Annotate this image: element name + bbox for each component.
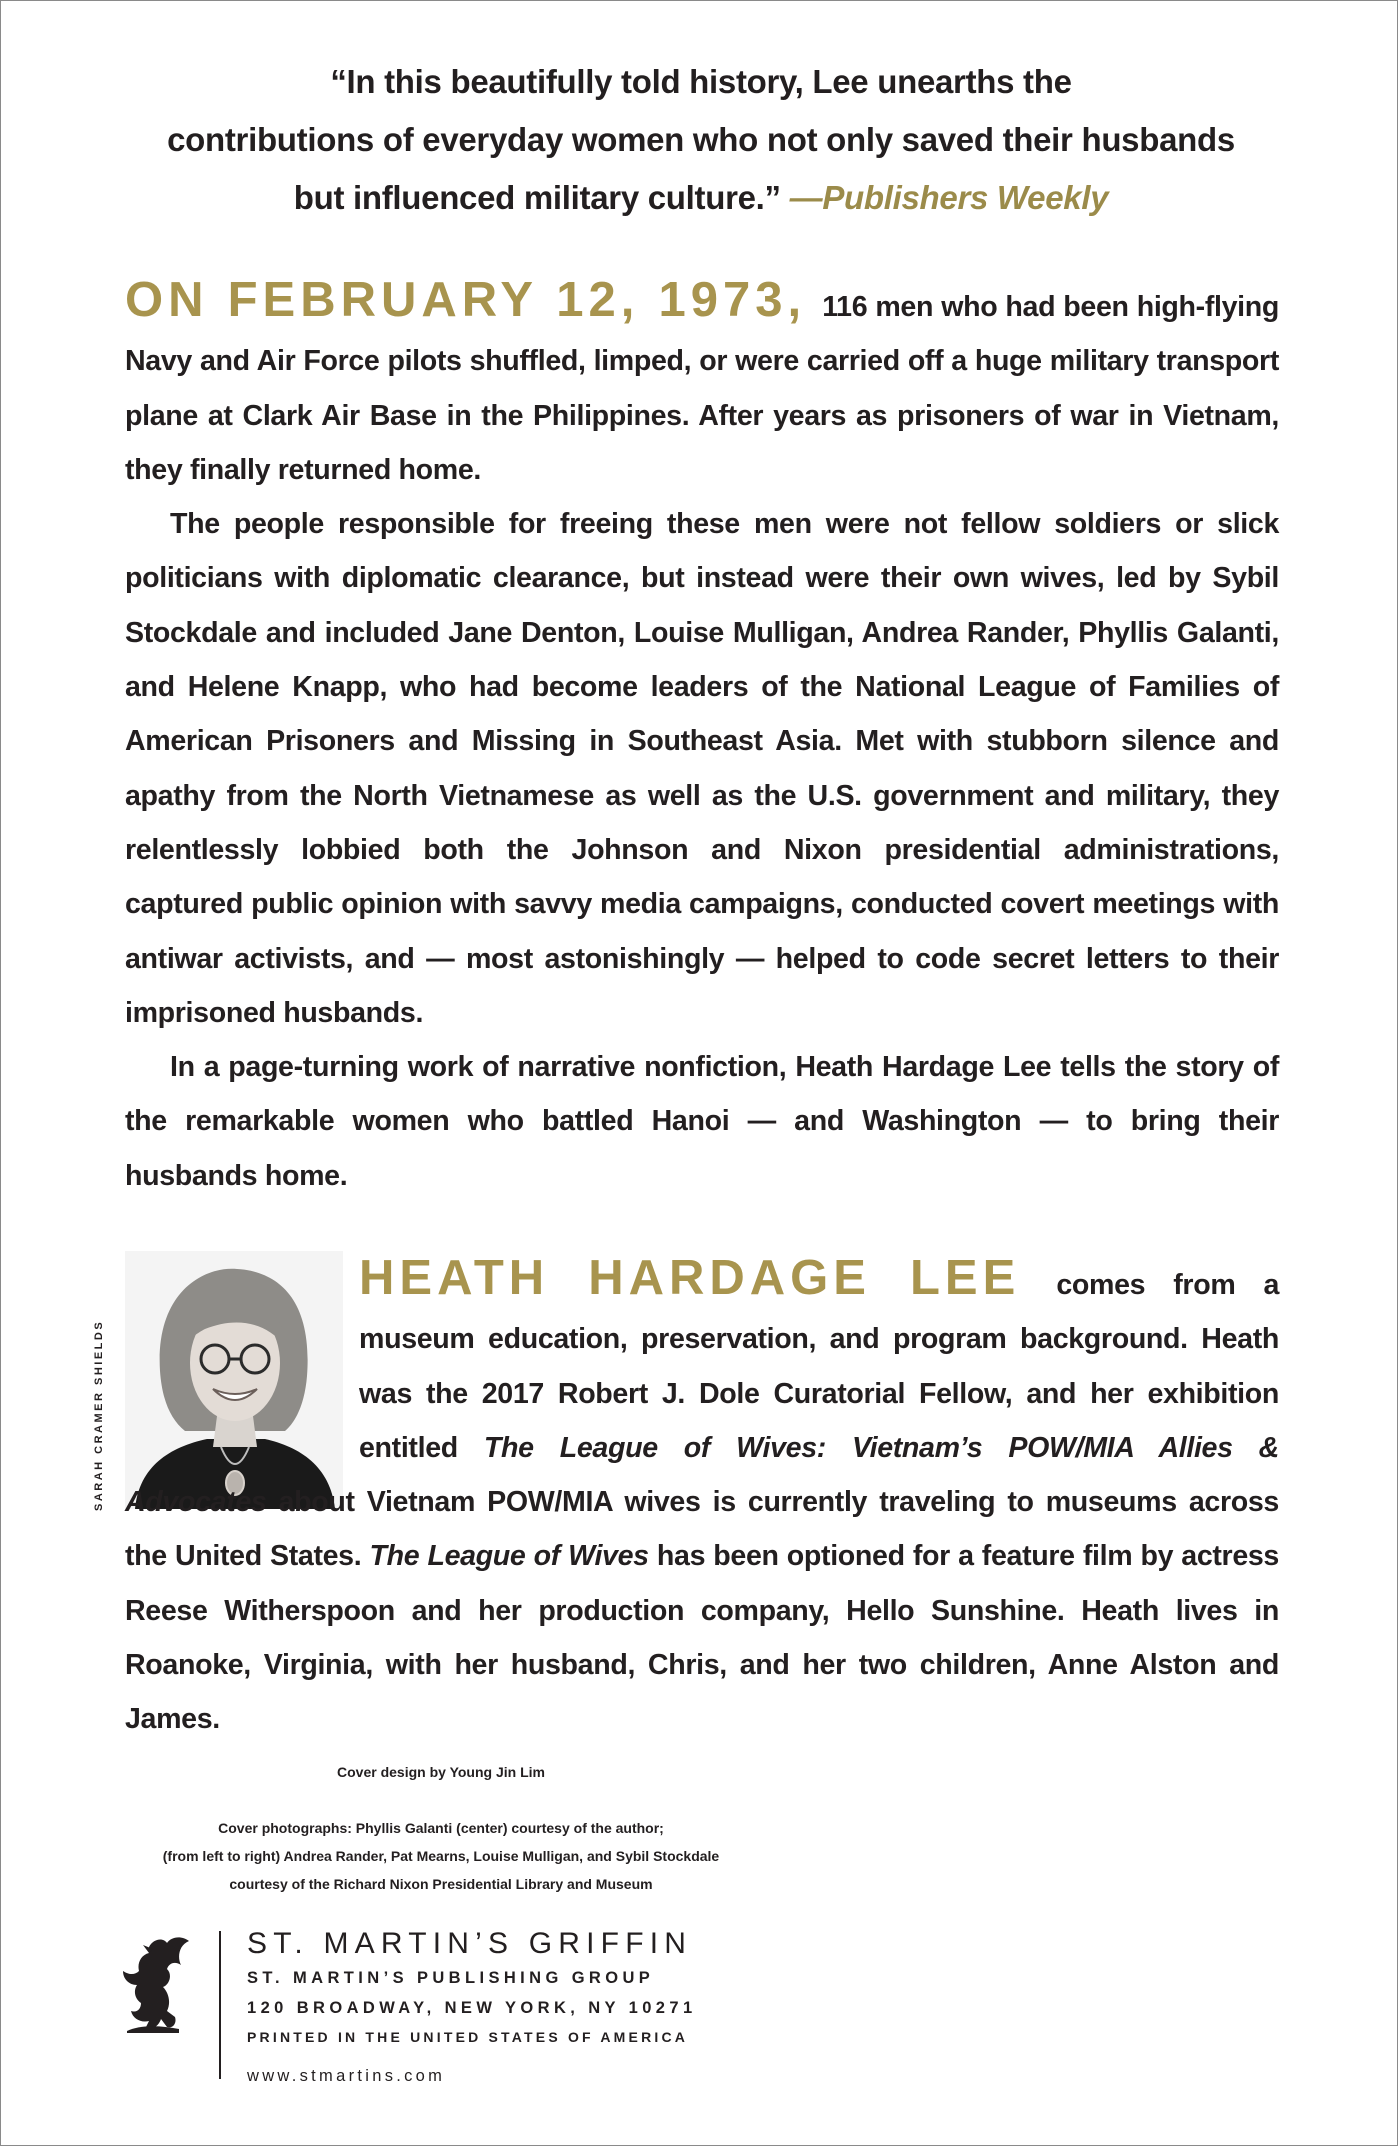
bio-text: has been optioned for a feature film by actress Reese Witherspoon and her production company, Hello Sunshine. Heath lives in Roanoke, Virginia, with her husband, Chris, and her two children, Anne Alston and James. [125, 1540, 1279, 1736]
synopsis-paragraph [125, 273, 1279, 497]
griffin-icon [119, 1935, 197, 2035]
credit-line: courtesy of the Richard Nixon Presidential Library and Museum [229, 1876, 653, 1892]
bio-text: comes from a museum education, preservation, and program background. Heath was the 2017 Robert J. Dole Curatorial Fellow, and her exhibition entitled [359, 1269, 1279, 1464]
quote-line: “In this beautifully told history, Lee unearths the [330, 63, 1072, 100]
exhibit-title: The League of Wives: Vietnam’s POW/MIA Allies & Advocates [125, 1431, 1279, 1519]
quote-line [121, 169, 1281, 227]
cover-photos-credit [151, 1814, 731, 1898]
credit-line: (from left to right) Andrea Rander, Pat Mearns, Louise Mulligan, and Sybil Stockdale [162, 1848, 720, 1864]
credit-line: Cover photographs: Phyllis Galanti (center) courtesy of the author; [218, 1820, 664, 1836]
publisher-divider [219, 1931, 221, 2079]
book-title: The League of Wives [369, 1540, 649, 1573]
synopsis-paragraph: In a page-turning work of narrative nonfiction, Heath Hardage Lee tells the story of the remarkable women who battled Hanoi — and Washington — to bring their husbands home. [125, 1051, 1279, 1192]
synopsis-text: 116 men who had been high-flying Navy and Air Force pilots shuffled, limped, or were carried off a huge military transport plane at Clark Air Base in the Philippines. After years as prisoners of war in Vietnam, they finally returned home. [125, 291, 1279, 486]
quote-line: contributions of everyday women who not only saved their husbands [167, 121, 1235, 158]
cover-design-credit: Cover design by Young Jin Lim [337, 1764, 545, 1780]
photo-credit: SARAH CRAMER SHIELDS [93, 1319, 105, 1511]
publisher-imprint: ST. MARTIN’S GRIFFIN [247, 1927, 693, 1960]
quote-source: —Publishers Weekly [789, 179, 1109, 216]
synopsis-lead: ON FEBRUARY 12, 1973, [125, 273, 807, 327]
publisher-url: www.stmartins.com [247, 2067, 446, 2085]
synopsis-paragraph: The people responsible for freeing these men were not fellow soldiers or slick politicians with diplomatic clearance, but instead were their own wives, led by Sybil Stockdale and included Jane Denton, Louise Mulligan, Andrea Rander, Phyllis Galanti, and Helene Knapp, who had become leaders of the National League of Families of American Prisoners and Missing in Southeast Asia. Met with stubborn silence and apathy from the North Vietnamese as well as the U.S. government and military, they relentlessly lobbied both the Johnson and Nixon presidential administrations, captured public opinion with savvy media campaigns, conducted covert meetings with antiwar activists, and — most astonishingly — helped to code secret letters to their imprisoned husbands. [125, 508, 1279, 1029]
author-bio [125, 1251, 1279, 1747]
review-quote [121, 53, 1281, 227]
bio-text: about Vietnam POW/MIA wives is currently traveling to museums across the United States. [125, 1486, 1279, 1573]
quote-line-text: but influenced military culture.” [293, 179, 781, 216]
synopsis [125, 273, 1279, 1203]
publisher-address: 120 BROADWAY, NEW YORK, NY 10271 [247, 1999, 697, 2017]
printed-in: PRINTED IN THE UNITED STATES OF AMERICA [247, 2029, 689, 2045]
publisher-group: ST. MARTIN’S PUBLISHING GROUP [247, 1969, 655, 1987]
author-name: HEATH HARDAGE LEE [359, 1251, 1021, 1305]
photo-spacer [125, 1251, 359, 1467]
